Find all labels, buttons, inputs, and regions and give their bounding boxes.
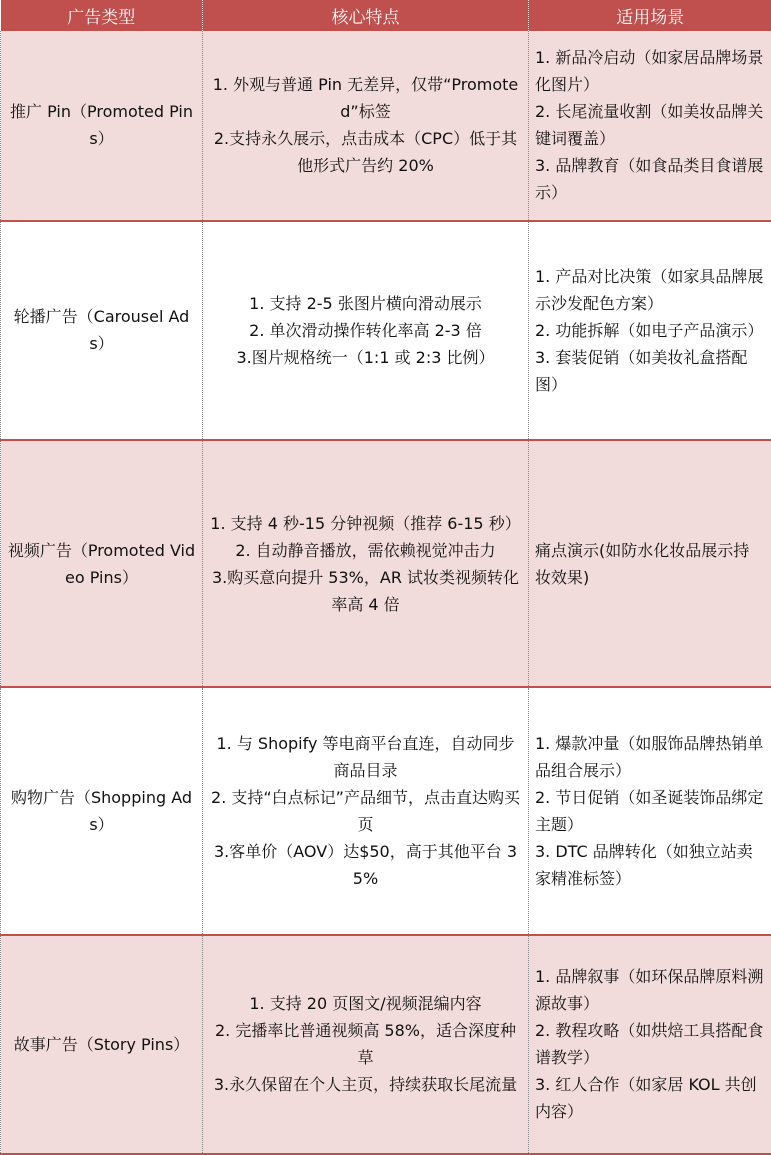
scene-line: 3. DTC 品牌转化（如独立站卖家精准标签）	[535, 842, 753, 889]
ad-type-cell: 推广 Pin（Promoted Pins）	[1, 31, 203, 221]
scenes-cell	[529, 31, 771, 221]
ad-type-cell: 购物广告（Shopping Ads）	[1, 687, 203, 934]
features-cell	[203, 687, 529, 934]
feature-line: 1. 支持 4 秒-15 分钟视频（推荐 6-15 秒）	[210, 513, 521, 533]
table-row	[1, 935, 771, 1154]
header-row	[1, 0, 771, 31]
scene-line: 痛点演示(如防水化妆品展示持妆效果)	[535, 540, 750, 587]
ad-type-cell: 视频广告（Promoted Video Pins）	[1, 440, 203, 687]
feature-line: 2. 支持“白点标记”产品细节，点击直达购买页	[211, 788, 520, 835]
scenes-cell	[529, 440, 771, 687]
scene-line: 1. 产品对比决策（如家具品牌展示沙发配色方案）	[535, 266, 764, 313]
scene-line: 3. 红人合作（如家居 KOL 共创内容）	[535, 1075, 757, 1122]
ad-type-cell: 轮播广告（Carousel Ads）	[1, 221, 203, 440]
feature-line: 3.购买意向提升 53%，AR 试妆类视频转化率高 4 倍	[211, 567, 520, 614]
table-row	[1, 687, 771, 934]
scene-line: 2. 功能拆解（如电子产品演示）	[535, 320, 764, 340]
feature-line: 1. 支持 2-5 张图片横向滑动展示	[249, 293, 482, 313]
feature-line: 1. 支持 20 页图文/视频混编内容	[249, 994, 482, 1014]
scene-line: 1. 品牌叙事（如环保品牌原料溯源故事）	[535, 967, 764, 1014]
scene-line: 1. 新品冷启动（如家居品牌场景化图片）	[535, 48, 764, 95]
scene-line: 3. 品牌教育（如食品类目食谱展示）	[535, 156, 764, 203]
header-ad-type: 广告类型	[1, 0, 203, 31]
scenes-cell	[529, 935, 771, 1154]
feature-line: 1. 外观与普通 Pin 无差异，仅带“Promoted”标签	[212, 75, 519, 122]
table-row	[1, 31, 771, 221]
scenes-cell	[529, 687, 771, 934]
scene-line: 2. 教程攻略（如烘焙工具搭配食谱教学）	[535, 1021, 764, 1068]
feature-line: 2. 自动静音播放，需依赖视觉冲击力	[235, 540, 496, 560]
ad-type-cell: 故事广告（Story Pins）	[1, 935, 203, 1154]
table-row	[1, 221, 771, 440]
feature-line: 3.图片规格统一（1:1 或 2:3 比例）	[236, 347, 495, 367]
feature-line: 1. 与 Shopify 等电商平台直连，自动同步商品目录	[216, 734, 515, 781]
features-cell	[203, 935, 529, 1154]
feature-line: 3.客单价（AOV）达$50，高于其他平台 35%	[214, 842, 517, 889]
header-core-features: 核心特点	[203, 0, 529, 31]
scene-line: 1. 爆款冲量（如服饰品牌热销单品组合展示）	[535, 734, 764, 781]
scenes-cell	[529, 221, 771, 440]
feature-line: 2. 单次滑动操作转化率高 2-3 倍	[249, 320, 482, 340]
scene-line: 2. 节日促销（如圣诞装饰品绑定主题）	[535, 788, 764, 835]
features-cell	[203, 440, 529, 687]
scene-line: 2. 长尾流量收割（如美妆品牌关键词覆盖）	[535, 102, 764, 149]
feature-line: 2.支持永久展示，点击成本（CPC）低于其他形式广告约 20%	[213, 129, 518, 176]
table-row	[1, 440, 771, 687]
features-cell	[203, 31, 529, 221]
feature-line: 2. 完播率比普通视频高 58%，适合深度种草	[214, 1021, 516, 1068]
features-cell	[203, 221, 529, 440]
header-scenarios: 适用场景	[529, 0, 771, 31]
feature-line: 3.永久保留在个人主页，持续获取长尾流量	[213, 1075, 518, 1095]
scene-line: 3. 套装促销（如美妆礼盒搭配图）	[535, 347, 748, 394]
